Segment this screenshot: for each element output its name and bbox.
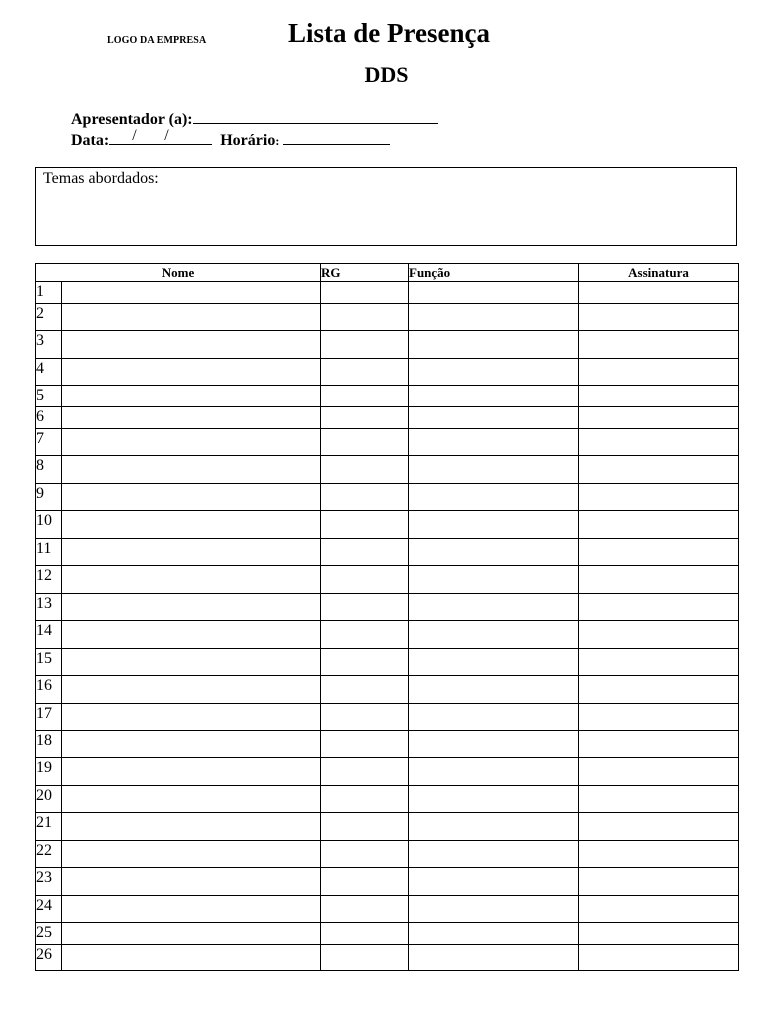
row-number: 23 (36, 868, 62, 896)
cell-funcao[interactable] (409, 945, 579, 971)
cell-funcao[interactable] (409, 758, 579, 786)
date-separator-1: / (132, 127, 137, 144)
cell-rg[interactable] (321, 731, 409, 758)
cell-nome[interactable] (62, 539, 321, 566)
table-row (36, 621, 739, 649)
cell-rg[interactable] (321, 566, 409, 594)
row-number: 13 (36, 594, 62, 621)
cell-nome[interactable] (62, 594, 321, 621)
cell-funcao[interactable] (409, 539, 579, 566)
cell-funcao[interactable] (409, 386, 579, 407)
row-number: 19 (36, 758, 62, 786)
presenter-blank-line[interactable] (193, 108, 438, 124)
table-row (36, 359, 739, 386)
cell-nome[interactable] (62, 945, 321, 971)
row-number: 20 (36, 786, 62, 813)
table-row (36, 868, 739, 896)
row-number: 7 (36, 429, 62, 456)
cell-nome[interactable] (62, 704, 321, 731)
cell-rg[interactable] (321, 456, 409, 484)
cell-assinatura[interactable] (579, 407, 739, 429)
cell-assinatura[interactable] (579, 304, 739, 331)
column-header-funcao: Função (409, 264, 579, 282)
cell-funcao[interactable] (409, 304, 579, 331)
row-number: 25 (36, 923, 62, 945)
table-row (36, 282, 739, 304)
table-row (36, 539, 739, 566)
cell-funcao[interactable] (409, 566, 579, 594)
table-row (36, 484, 739, 511)
cell-rg[interactable] (321, 841, 409, 868)
cell-funcao[interactable] (409, 429, 579, 456)
cell-funcao[interactable] (409, 896, 579, 923)
cell-funcao[interactable] (409, 786, 579, 813)
cell-rg[interactable] (321, 704, 409, 731)
cell-funcao[interactable] (409, 813, 579, 841)
table-header-row (36, 264, 739, 282)
cell-rg[interactable] (321, 896, 409, 923)
cell-rg[interactable] (321, 621, 409, 649)
cell-nome[interactable] (62, 386, 321, 407)
cell-assinatura[interactable] (579, 758, 739, 786)
time-blank-line[interactable] (283, 129, 390, 145)
cell-nome[interactable] (62, 896, 321, 923)
row-number: 4 (36, 359, 62, 386)
table-row (36, 407, 739, 429)
cell-assinatura[interactable] (579, 359, 739, 386)
table-row (36, 456, 739, 484)
cell-funcao[interactable] (409, 621, 579, 649)
cell-assinatura[interactable] (579, 896, 739, 923)
row-number: 9 (36, 484, 62, 511)
topics-box[interactable] (35, 167, 737, 246)
cell-rg[interactable] (321, 676, 409, 704)
cell-funcao[interactable] (409, 511, 579, 539)
cell-rg[interactable] (321, 786, 409, 813)
cell-assinatura[interactable] (579, 621, 739, 649)
row-number: 15 (36, 649, 62, 676)
cell-nome[interactable] (62, 282, 321, 304)
table-row (36, 813, 739, 841)
cell-funcao[interactable] (409, 456, 579, 484)
cell-nome[interactable] (62, 331, 321, 359)
cell-rg[interactable] (321, 429, 409, 456)
table-row (36, 923, 739, 945)
cell-nome[interactable] (62, 676, 321, 704)
presenter-label: Apresentador (a): (71, 111, 193, 128)
row-number: 11 (36, 539, 62, 566)
row-number: 6 (36, 407, 62, 429)
table-row (36, 704, 739, 731)
cell-funcao[interactable] (409, 868, 579, 896)
row-number: 16 (36, 676, 62, 704)
cell-rg[interactable] (321, 304, 409, 331)
cell-rg[interactable] (321, 539, 409, 566)
row-number: 22 (36, 841, 62, 868)
cell-rg[interactable] (321, 359, 409, 386)
cell-nome[interactable] (62, 304, 321, 331)
cell-assinatura[interactable] (579, 945, 739, 971)
cell-funcao[interactable] (409, 359, 579, 386)
date-blank-line[interactable] (109, 129, 212, 145)
cell-assinatura[interactable] (579, 484, 739, 511)
cell-nome[interactable] (62, 649, 321, 676)
row-number: 18 (36, 731, 62, 758)
table-row (36, 896, 739, 923)
cell-rg[interactable] (321, 407, 409, 429)
cell-rg[interactable] (321, 282, 409, 304)
cell-funcao[interactable] (409, 704, 579, 731)
cell-assinatura[interactable] (579, 386, 739, 407)
row-number: 21 (36, 813, 62, 841)
table-row (36, 945, 739, 971)
row-number: 17 (36, 704, 62, 731)
cell-rg[interactable] (321, 331, 409, 359)
cell-nome[interactable] (62, 484, 321, 511)
cell-rg[interactable] (321, 484, 409, 511)
table-row (36, 786, 739, 813)
row-number: 10 (36, 511, 62, 539)
table-row (36, 758, 739, 786)
cell-nome[interactable] (62, 456, 321, 484)
cell-funcao[interactable] (409, 676, 579, 704)
date-separator-2: / (164, 127, 169, 144)
document-subtitle: DDS (364, 62, 409, 87)
cell-funcao[interactable] (409, 594, 579, 621)
cell-nome[interactable] (62, 786, 321, 813)
table-row (36, 386, 739, 407)
cell-nome[interactable] (62, 621, 321, 649)
cell-assinatura[interactable] (579, 868, 739, 896)
cell-nome[interactable] (62, 566, 321, 594)
table-row (36, 566, 739, 594)
table-row (36, 841, 739, 868)
row-number: 12 (36, 566, 62, 594)
table-row (36, 429, 739, 456)
cell-rg[interactable] (321, 386, 409, 407)
cell-funcao[interactable] (409, 841, 579, 868)
cell-rg[interactable] (321, 813, 409, 841)
cell-assinatura[interactable] (579, 704, 739, 731)
table-row (36, 331, 739, 359)
cell-funcao[interactable] (409, 731, 579, 758)
cell-assinatura[interactable] (579, 813, 739, 841)
cell-assinatura[interactable] (579, 649, 739, 676)
row-number: 5 (36, 386, 62, 407)
cell-rg[interactable] (321, 649, 409, 676)
cell-nome[interactable] (62, 813, 321, 841)
cell-rg[interactable] (321, 511, 409, 539)
time-colon: : (275, 134, 280, 148)
cell-assinatura[interactable] (579, 923, 739, 945)
cell-nome[interactable] (62, 868, 321, 896)
cell-assinatura[interactable] (579, 282, 739, 304)
cell-nome[interactable] (62, 429, 321, 456)
cell-rg[interactable] (321, 594, 409, 621)
row-number: 14 (36, 621, 62, 649)
cell-assinatura[interactable] (579, 539, 739, 566)
table-row (36, 304, 739, 331)
table-row (36, 676, 739, 704)
cell-nome[interactable] (62, 511, 321, 539)
table-row (36, 594, 739, 621)
column-header-assinatura: Assinatura (579, 264, 739, 282)
row-number: 2 (36, 304, 62, 331)
cell-nome[interactable] (62, 923, 321, 945)
date-time-field (71, 129, 390, 150)
company-logo-placeholder: LOGO DA EMPRESA (107, 35, 207, 46)
row-number: 24 (36, 896, 62, 923)
cell-assinatura[interactable] (579, 594, 739, 621)
cell-rg[interactable] (321, 923, 409, 945)
cell-funcao[interactable] (409, 923, 579, 945)
cell-funcao[interactable] (409, 282, 579, 304)
cell-assinatura[interactable] (579, 786, 739, 813)
table-row (36, 649, 739, 676)
cell-funcao[interactable] (409, 649, 579, 676)
attendance-table (35, 263, 739, 971)
row-number: 26 (36, 945, 62, 971)
cell-assinatura[interactable] (579, 511, 739, 539)
cell-assinatura[interactable] (579, 331, 739, 359)
cell-funcao[interactable] (409, 484, 579, 511)
cell-nome[interactable] (62, 731, 321, 758)
cell-rg[interactable] (321, 868, 409, 896)
row-number: 3 (36, 331, 62, 359)
table-row (36, 511, 739, 539)
cell-assinatura[interactable] (579, 429, 739, 456)
cell-nome[interactable] (62, 758, 321, 786)
cell-funcao[interactable] (409, 331, 579, 359)
cell-rg[interactable] (321, 758, 409, 786)
cell-assinatura[interactable] (579, 841, 739, 868)
cell-nome[interactable] (62, 407, 321, 429)
row-number: 1 (36, 282, 62, 304)
cell-assinatura[interactable] (579, 566, 739, 594)
presenter-field (71, 108, 438, 129)
cell-assinatura[interactable] (579, 731, 739, 758)
row-number: 8 (36, 456, 62, 484)
cell-assinatura[interactable] (579, 676, 739, 704)
cell-funcao[interactable] (409, 407, 579, 429)
column-header-nome: Nome (36, 264, 321, 282)
table-row (36, 731, 739, 758)
date-label: Data: (71, 132, 110, 149)
cell-rg[interactable] (321, 945, 409, 971)
cell-nome[interactable] (62, 841, 321, 868)
cell-assinatura[interactable] (579, 456, 739, 484)
column-header-rg: RG (321, 264, 409, 282)
cell-nome[interactable] (62, 359, 321, 386)
topics-label: Temas abordados: (43, 170, 159, 187)
time-label: Horário (220, 132, 276, 149)
document-title: Lista de Presença (288, 18, 490, 48)
